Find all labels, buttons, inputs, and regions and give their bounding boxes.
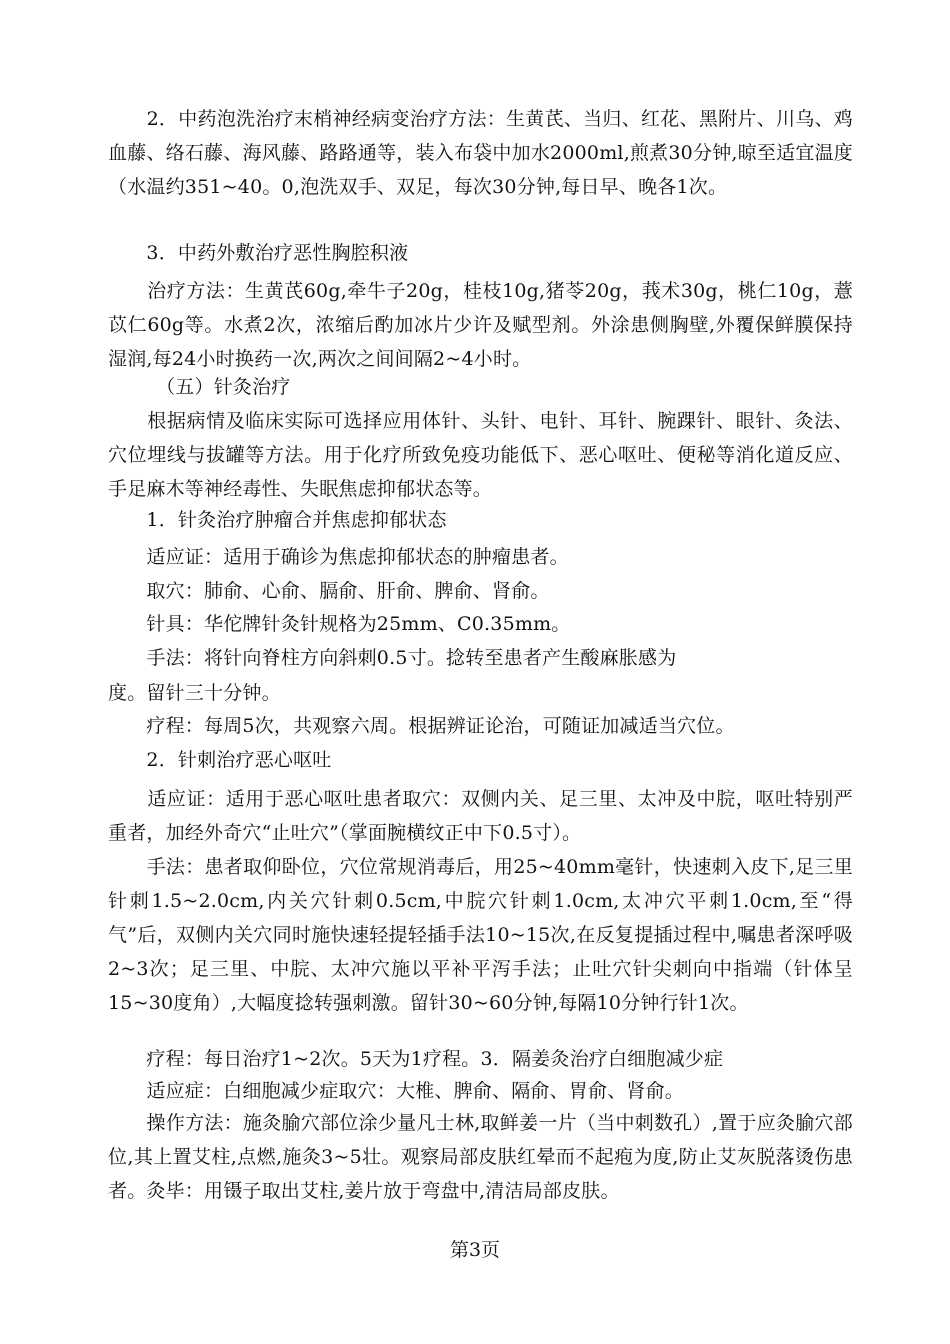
- paragraph-indication-3: 适应症：白细胞减少症取穴：大椎、脾俞、隔俞、胃俞、肾俞。: [108, 1080, 685, 1102]
- paragraph-indication-1: 适应证：适用于确诊为焦虑抑郁状态的肿瘤患者。: [108, 546, 569, 568]
- paragraph-course-1: 疗程：每周5次，共观察六周。根据辨证论治，可随证加减适当穴位。: [108, 715, 735, 737]
- page-number: 第3页: [449, 1239, 501, 1261]
- heading-anxiety-depression: 1．针灸治疗肿瘤合并焦虑抑郁状态: [108, 509, 447, 531]
- paragraph-moxibustion-method: 操作方法：施灸腧穴部位涂少量凡士林,取鲜姜一片（当中刺数孔）,置于应灸腧穴部位,其上置艾柱,点燃,施灸3~5壮。观察局部皮肤红晕而不起疱为度,防止艾灰脱落烫伤患者。灸毕：用镊子取出艾柱,姜片放于弯盘中,清洁局部皮肤。: [108, 1112, 853, 1202]
- paragraph-herbal-soak: 2．中药泡洗治疗末梢神经病变治疗方法：生黄芪、当归、红花、黑附片、川乌、鸡血藤、络石藤、海风藤、路路通等，装入布袋中加水2000ml,煎煮30分钟,晾至适宜温度（水温约351~40。0,泡洗双手、双足，每次30分钟,每日早、晚各1次。: [108, 108, 853, 198]
- paragraph-technique-1-cont: 度。留针三十分钟。: [108, 682, 281, 704]
- paragraph-acupuncture-overview: 根据病情及临床实际可选择应用体针、头针、电针、耳针、腕踝针、眼针、灸法、穴位埋线与拔罐等方法。用于化疗所致免疫功能低下、恶心呕吐、便秘等消化道反应、手足麻木等神经毒性、失眠焦虑抑郁状态等。: [108, 410, 853, 500]
- paragraph-compress-method: 治疗方法：生黄芪60g,牵牛子20g，桂枝10g,猪苓20g，莪术30g，桃仁10g，薏苡仁60g等。水煮2次，浓缩后酌加冰片少许及赋型剂。外涂患侧胸壁,外覆保鲜膜保持湿润,每24小时换药一次,两次之间间隔2~4小时。: [108, 280, 853, 370]
- paragraph-technique-1: 手法：将针向脊柱方向斜刺0.5寸。捻转至患者产生酸麻胀感为: [108, 647, 677, 669]
- paragraph-indication-2: 适应证：适用于恶心呕吐患者取穴：双侧内关、足三里、太冲及中脘，呕吐特别严重者，加经外奇穴“止吐穴”（掌面腕横纹正中下0.5寸）。: [108, 788, 853, 844]
- paragraph-technique-2: 手法：患者取仰卧位，穴位常规消毒后，用25~40mm毫针，快速刺入皮下,足三里针刺1.5~2.0cm,内关穴针刺0.5cm,中脘穴针刺1.0cm,太冲穴平刺1.0cm,至“得气”后，双侧内关穴同时施快速轻提轻插手法10~15次,在反复提插过程中,嘱患者深呼吸2~3次；足三里、中脘、太冲穴施以平补平泻手法；止吐穴针尖刺向中指端（针体呈15~30度角）,大幅度捻转强刺激。留针30~60分钟,每隔10分钟行针1次。: [108, 856, 853, 1014]
- heading-nausea-vomiting: 2．针刺治疗恶心呕吐: [108, 749, 332, 771]
- section-heading-acupuncture: （五）针灸治疗: [108, 376, 291, 398]
- paragraph-course-2: 疗程：每日治疗1~2次。5天为1疗程。3．隔姜灸治疗白细胞减少症: [108, 1048, 724, 1070]
- paragraph-acupoints-1: 取穴：肺俞、心俞、膈俞、肝俞、脾俞、肾俞。: [108, 580, 550, 602]
- heading-herbal-compress: 3．中药外敷治疗恶性胸腔积液: [108, 242, 409, 264]
- paragraph-needles-1: 针具：华佗牌针灸针规格为25mm、C0.35mm。: [108, 613, 571, 635]
